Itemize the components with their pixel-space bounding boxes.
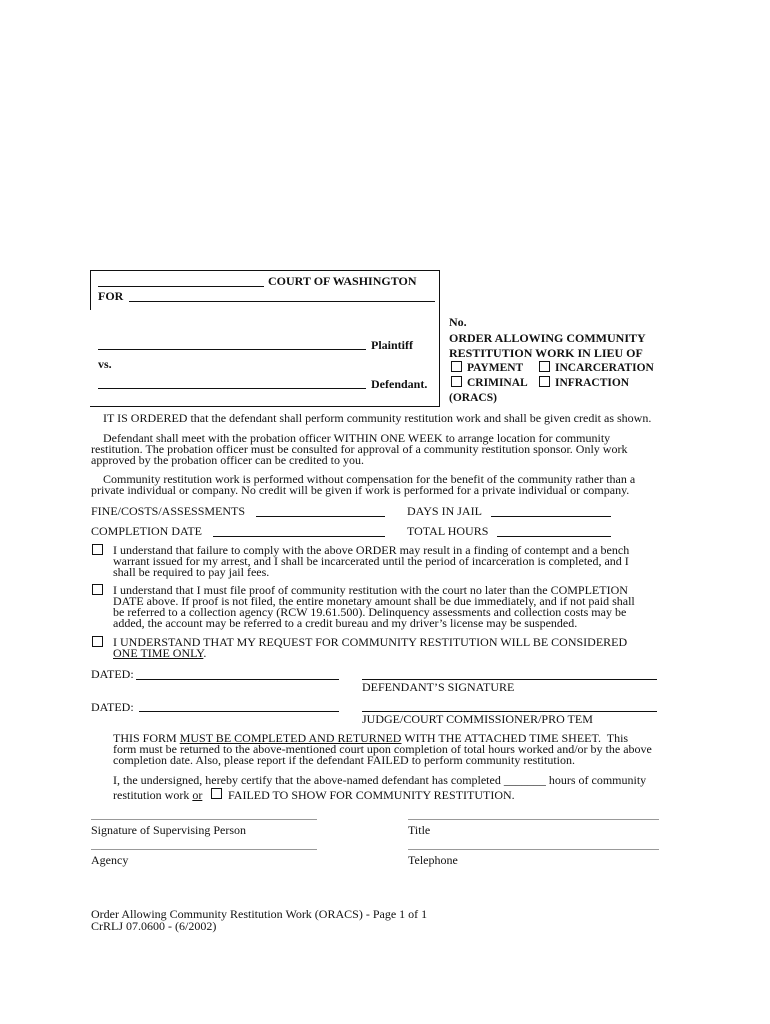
ack3-line2: ONE TIME ONLY. [113, 646, 207, 660]
footer-title: Order Allowing Community Restitution Work (ORACS) - Page 1 of 1 [91, 907, 428, 921]
para1-line1: Defendant shall meet with the probation officer WITHIN ONE WEEK to arrange location for community [103, 431, 611, 445]
criminal-checkbox[interactable] [451, 376, 462, 387]
telephone-label: Telephone [408, 853, 458, 867]
return-line3: completion date. Also, please report if the defendant FAILED to perform community restitution. [113, 753, 575, 767]
caption-bottom-border [90, 406, 440, 407]
total-hours-line[interactable] [497, 536, 611, 537]
defendant-line[interactable] [98, 388, 366, 389]
footer-form-number: CrRLJ 07.0600 - (6/2002) [91, 919, 217, 933]
ack1-line1: I understand that failure to comply with the above ORDER may result in a finding of contempt and a bench [113, 543, 630, 557]
certify-or: or [192, 788, 203, 802]
failed-to-show-checkbox[interactable] [211, 788, 222, 799]
dated1-label: DATED: [91, 667, 134, 681]
ack3-checkbox[interactable] [92, 636, 103, 647]
infraction-checkbox[interactable] [539, 376, 550, 387]
agency-line[interactable] [91, 849, 317, 850]
order-title-line2: RESTITUTION WORK IN LIEU OF [449, 346, 643, 360]
agency-label: Agency [91, 853, 129, 867]
ack1-line2: warrant issued for my arrest, and I shall be incarcerated until the period of incarceration is completed, and I [113, 554, 629, 568]
para1-line3: approved by the probation officer can be credited to you. [91, 453, 365, 467]
ack3-line1: I UNDERSTAND THAT MY REQUEST FOR COMMUNITY RESTITUTION WILL BE CONSIDERED [113, 635, 628, 649]
ack2-checkbox[interactable] [92, 584, 103, 595]
case-no-label: No. [449, 315, 467, 329]
defendant-label: Defendant. [371, 377, 428, 391]
supervisor-signature-label: Signature of Supervising Person [91, 823, 246, 837]
title-label: Title [408, 823, 431, 837]
for-line[interactable] [129, 301, 435, 302]
failed-to-show-label: FAILED TO SHOW FOR COMMUNITY RESTITUTION. [228, 788, 515, 802]
telephone-line[interactable] [408, 849, 659, 850]
payment-label: PAYMENT [467, 362, 524, 374]
order-title-line1: ORDER ALLOWING COMMUNITY [449, 331, 646, 345]
caption-right-border [439, 270, 440, 407]
ack2-line2: DATE above. If proof is not filed, the entire monetary amount shall be due immediately, and if not paid shall [113, 594, 635, 608]
ack3-one-time-only: ONE TIME ONLY [113, 646, 204, 660]
return-line1-b: WITH THE ATTACHED TIME SHEET. This [401, 731, 629, 745]
para2-line1: Community restitution work is performed without compensation for the benefit of the community rather than a [103, 472, 636, 486]
title-line[interactable] [408, 819, 659, 820]
fine-costs-line[interactable] [256, 516, 385, 517]
plaintiff-label: Plaintiff [371, 338, 413, 352]
incarceration-label: INCARCERATION [555, 362, 654, 374]
court-of-label: COURT OF WASHINGTON [268, 274, 417, 288]
certify-line2 [113, 788, 202, 802]
total-hours-label: TOTAL HOURS [407, 524, 489, 538]
oracs-label: (ORACS) [449, 392, 497, 404]
return-line2: form must be returned to the above-mentioned court upon completion of total hours worked and/or by the above [113, 742, 652, 756]
completion-date-label: COMPLETION DATE [91, 524, 202, 538]
defendant-signature-label: DEFENDANT’S SIGNATURE [362, 680, 515, 694]
return-line1-underlined: MUST BE COMPLETED AND RETURNED [179, 731, 402, 745]
para2-line2: private individual or company. No credit will be given if work is performed for a private individual or company. [91, 483, 630, 497]
court-name-line[interactable] [98, 286, 264, 287]
ack1-checkbox[interactable] [92, 544, 103, 555]
supervisor-signature-line[interactable] [91, 819, 317, 820]
payment-checkbox[interactable] [451, 361, 462, 372]
ordered-statement: IT IS ORDERED that the defendant shall perform community restitution work and shall be given credit as shown. [103, 411, 652, 425]
dated2-label: DATED: [91, 700, 134, 714]
plaintiff-line[interactable] [98, 349, 366, 350]
fine-costs-label: FINE/COSTS/ASSESSMENTS [91, 504, 246, 518]
criminal-label: CRIMINAL [467, 377, 528, 389]
for-label: FOR [98, 289, 124, 303]
para1-line2: restitution. The probation officer must be consulted for approval of a community restitution sponsor. Only work [91, 442, 628, 456]
completion-date-line[interactable] [213, 536, 385, 537]
certify-line2-a: restitution work [113, 788, 193, 802]
days-jail-line[interactable] [491, 516, 611, 517]
ack2-line4: added, the account may be referred to a credit bureau and my driver’s license may be suspended. [113, 616, 578, 630]
return-line1-a: THIS FORM [113, 731, 180, 745]
certify-line1: I, the undersigned, hereby certify that the above-named defendant has completed _______ hours of community [113, 773, 647, 787]
dated1-line[interactable] [136, 679, 339, 680]
days-jail-label: DAYS IN JAIL [407, 504, 482, 518]
ack2-line1: I understand that I must file proof of community restitution with the court no later than the COMPLETION [113, 583, 628, 597]
incarceration-checkbox[interactable] [539, 361, 550, 372]
judge-signature-label: JUDGE/COURT COMMISSIONER/PRO TEM [362, 712, 593, 726]
vs-label: vs. [98, 357, 112, 371]
ack1-line3: shall be required to pay jail fees. [113, 565, 270, 579]
dated2-line[interactable] [139, 711, 339, 712]
infraction-label: INFRACTION [555, 377, 630, 389]
ack2-line3: be referred to a collection agency (RCW 19.61.500). Delinquency assessments and collection costs may be [113, 605, 627, 619]
